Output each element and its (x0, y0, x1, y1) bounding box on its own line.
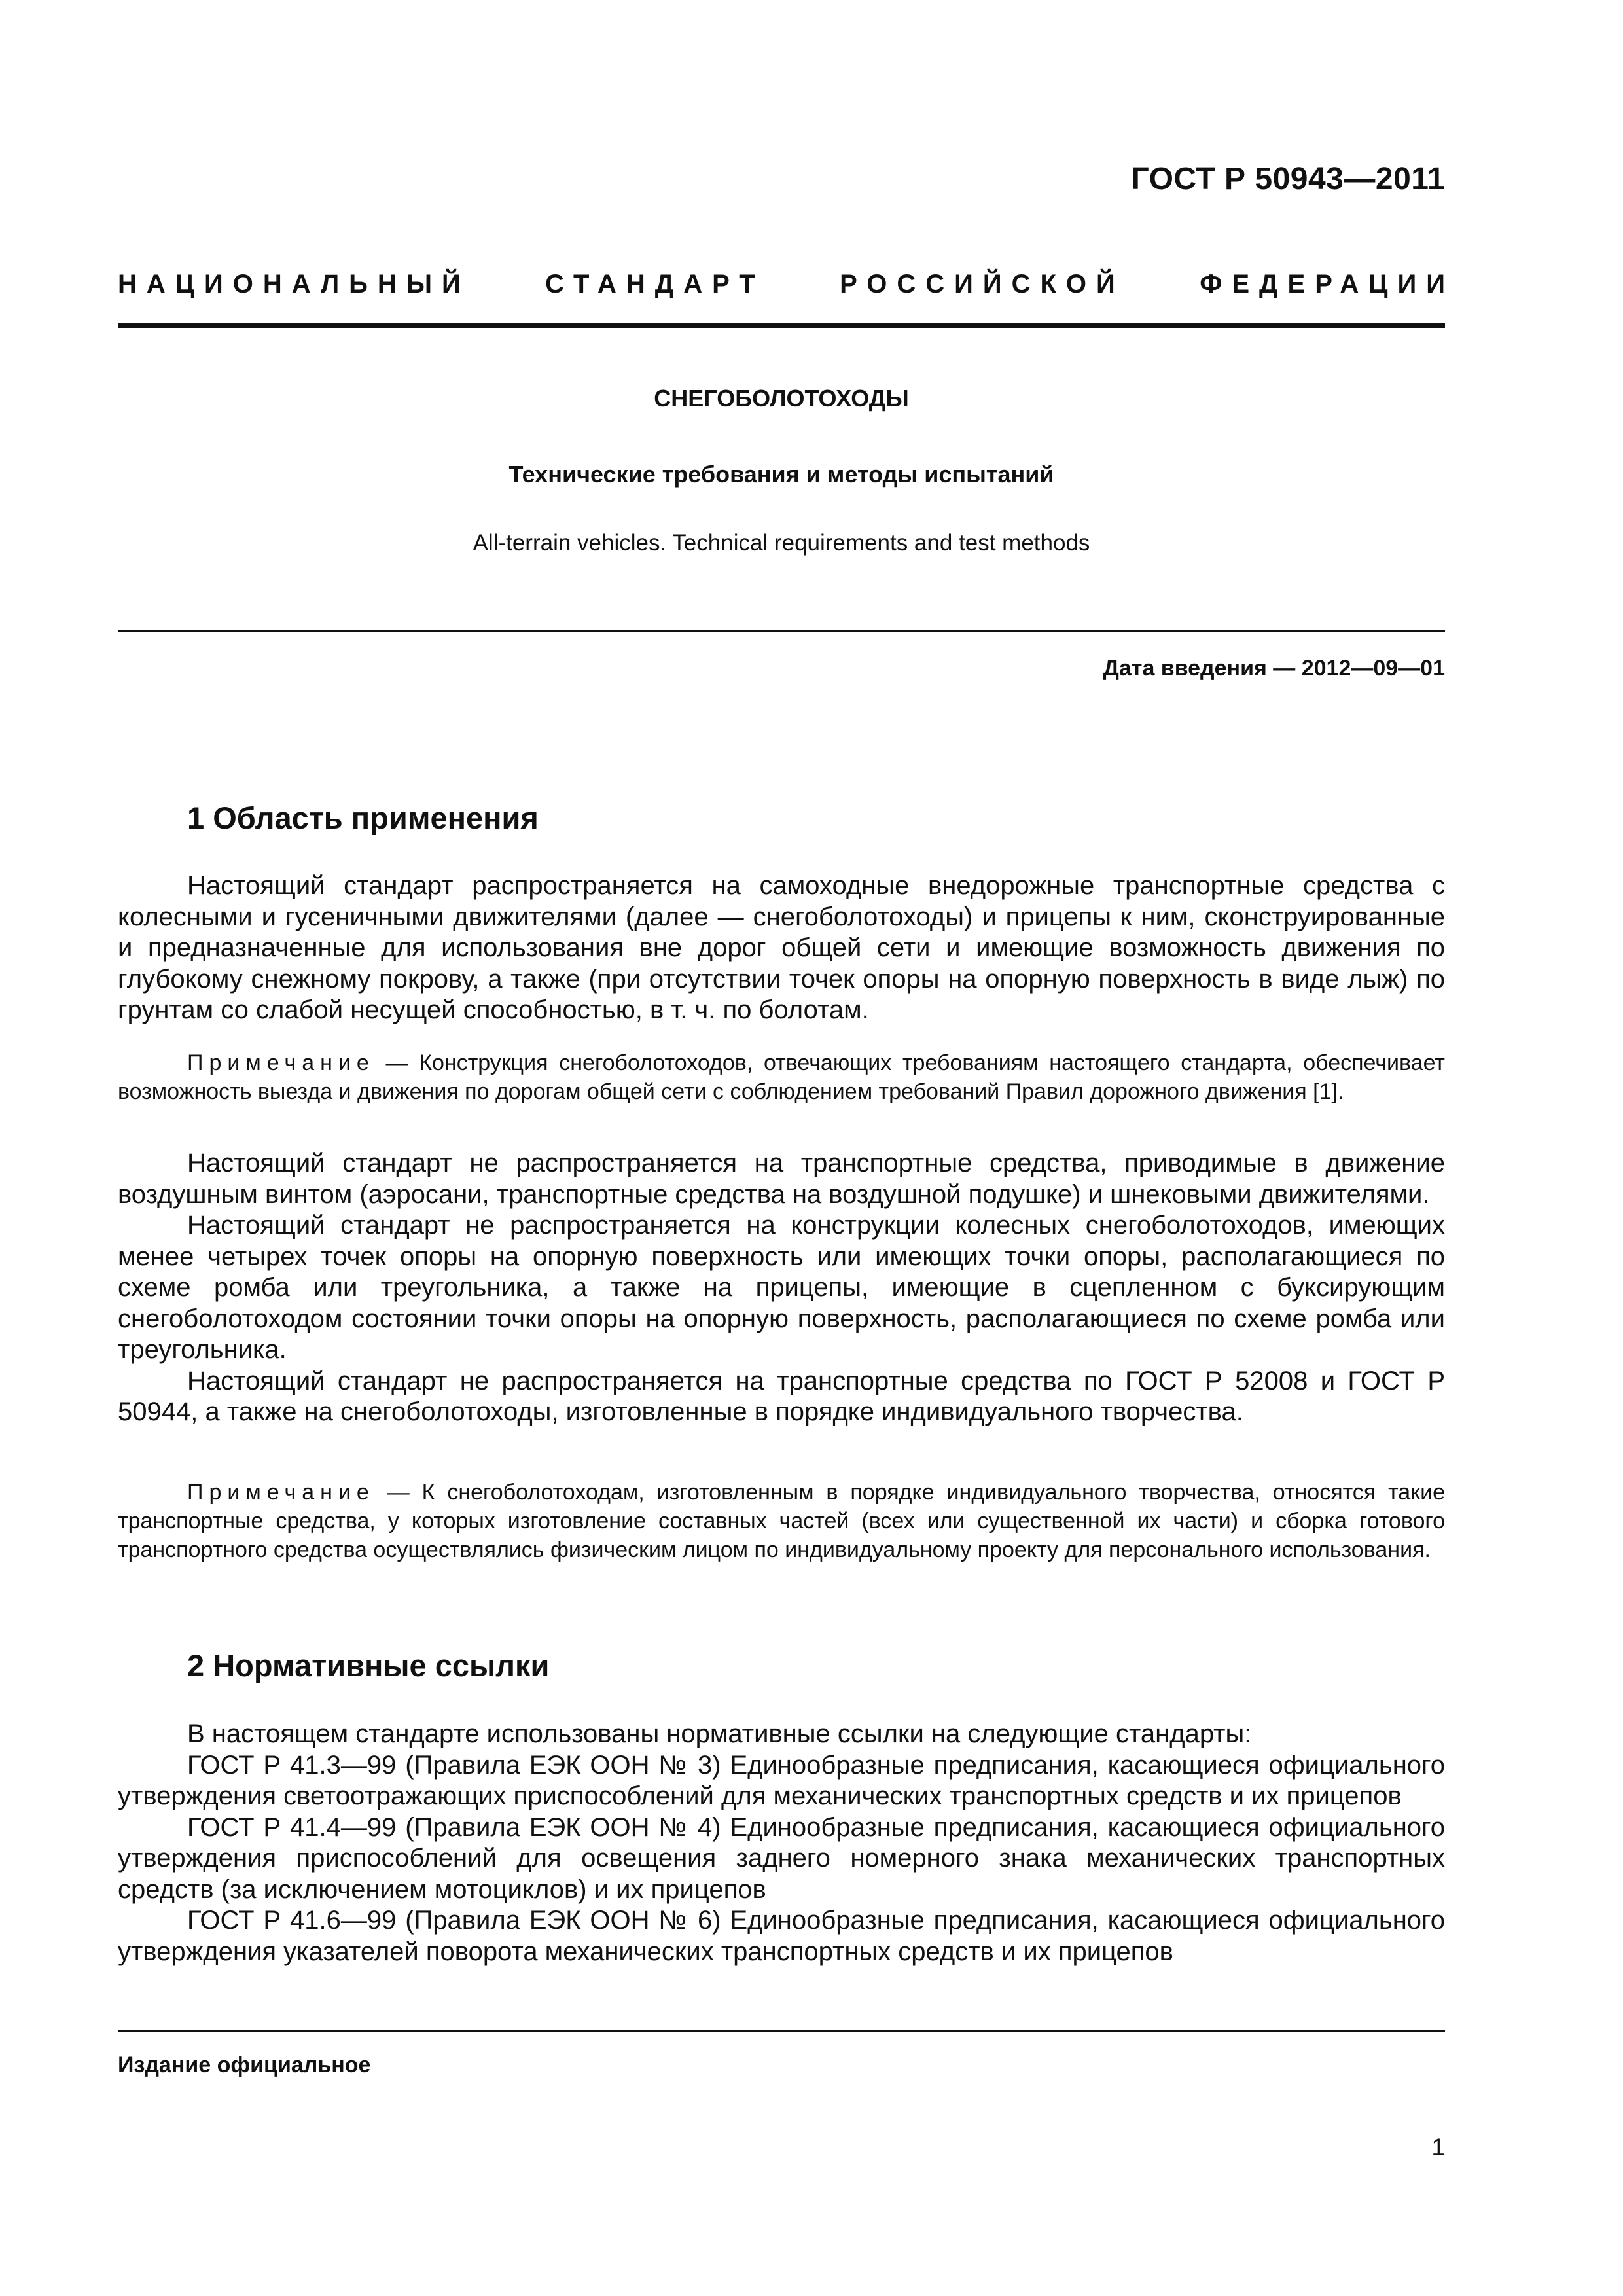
document-title-english: All-terrain vehicles. Technical requirements and test methods (473, 530, 1090, 556)
header-divider (118, 323, 1445, 328)
note (118, 1478, 1445, 1564)
national-title-word: ФЕДЕРАЦИИ (1200, 270, 1455, 298)
note-text: — К снегоболотоходам, изготовленным в порядке индивидуального творчества, относятся такие транспортные средства, у которых изготовление составных частей (всех или существенной их части) и сборка готового транспортного средства осуществлялись физическим лицом по индивидуальному проекту для персонального использования. (118, 1480, 1445, 1562)
note-paragraph (118, 1478, 1445, 1564)
reference-item: ГОСТ Р 41.6—99 (Правила ЕЭК ООН № 6) Единообразные предписания, касающиеся официального утверждения указателей поворота механических транспортных средств и их прицепов (118, 1906, 1445, 1966)
note-text: — Конструкция снегоболотоходов, отвечающих требованиям настоящего стандарта, обеспечивает возможность выезда и движения по дорогам общей сети с соблюдением требований Правил дорожного движения [1]. (118, 1050, 1445, 1104)
page-number: 1 (1431, 2134, 1445, 2161)
section1-paragraph (118, 870, 1445, 1026)
normative-references (118, 1719, 1445, 1967)
introduction-date: Дата введения — 2012—09—01 (1103, 656, 1445, 681)
title-divider (118, 630, 1445, 632)
note-label: Примечание (187, 1480, 375, 1505)
section-heading: 2 Нормативные ссылки (187, 1648, 550, 1683)
section1-paragraphs (118, 1148, 1445, 1428)
reference-item: ГОСТ Р 41.4—99 (Правила ЕЭК ООН № 4) Единообразные предписания, касающиеся официального утверждения приспособлений для освещения заднего номерного знака механических транспортных средств (за исключением мотоциклов) и их прицепов (118, 1812, 1445, 1904)
paragraph: Настоящий стандарт не распространяется на транспортные средства, приводимые в движение воздушным винтом (аэросани, транспортные средства на воздушной подушке) и шнековыми движителями. (118, 1149, 1445, 1209)
official-edition-label: Издание официальное (118, 2053, 371, 2077)
national-standard-title (118, 270, 1455, 299)
note-label: Примечание (187, 1050, 375, 1075)
gost-code: ГОСТ Р 50943—2011 (1131, 162, 1445, 196)
paragraph: Настоящий стандарт распространяется на самоходные внедорожные транспортные средства с колесными и гусеничными движителями (далее — снегоболотоходы) и прицепы к ним, сконструированные и предназначенные для использования вне дорог общей сети и имеющие возможность движения по глубокому снежному покрову, а также (при отсутствии точек опоры на опорную поверхность в виде лыж) по грунтам со слабой несущей способностью, в т. ч. по болотам. (118, 871, 1445, 1024)
paragraph: Настоящий стандарт не распространяется на конструкции колесных снегоболотоходов, имеющих менее четырех точек опоры на опорную поверхность или имеющих точки опоры, располагающиеся по схеме ромба или треугольника, а также на прицепы, имеющие в сцепленном с буксирующим снегоболотоходом состоянии точки опоры на опорную поверхность, располагающиеся по схеме ромба или треугольника. (118, 1211, 1445, 1364)
document-subtitle: Технические требования и методы испытаний (508, 461, 1054, 488)
reference-item: ГОСТ Р 41.3—99 (Правила ЕЭК ООН № 3) Единообразные предписания, касающиеся официального утверждения светоотражающих приспособлений для механических транспортных средств и их прицепов (118, 1750, 1445, 1810)
national-title-word: СТАНДАРТ (545, 270, 765, 298)
note (118, 1049, 1445, 1106)
paragraph: Настоящий стандарт не распространяется на транспортные средства по ГОСТ Р 52008 и ГОСТ Р 50944, а также на снегоболотоходы, изготовленные в порядке индивидуального творчества. (118, 1366, 1445, 1426)
national-title-word: РОССИЙСКОЙ (840, 270, 1125, 298)
note-paragraph (118, 1049, 1445, 1106)
section-heading: 1 Область применения (187, 800, 539, 835)
paragraph: В настоящем стандарте использованы нормативные ссылки на следующие стандарты: (187, 1719, 1252, 1748)
document-title: СНЕГОБОЛОТОХОДЫ (654, 385, 909, 412)
national-title-word: НАЦИОНАЛЬНЫЙ (118, 270, 471, 298)
footer-divider (118, 2030, 1445, 2032)
